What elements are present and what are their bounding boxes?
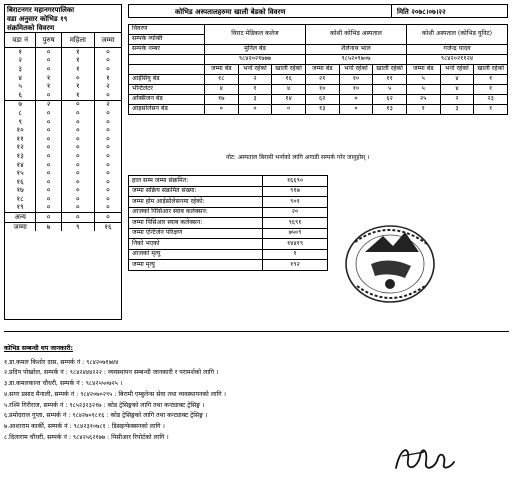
contact-line: ५.रश्मि गिरीराज, सम्पर्क नं : ९८५२३२३२१७ : कोड ट्रेसिङ्गको लागि तथा कन्ट्याक्ट ट्रेसिङ्ग । [4,401,205,409]
phone-row [129,55,508,65]
bed-count: ५ [406,75,440,85]
bed-count: २ [238,75,272,85]
ward-row [5,187,121,196]
contact-heading: कोभिड सम्बन्धी थप जानकारी: [4,345,73,352]
ward-cell: ० [94,161,121,170]
bed-count: १ [474,85,508,95]
bed-count: १६ [272,75,306,85]
ward-cell: १ [18,47,22,56]
ward-cell: ० [94,135,121,144]
ward-cell: १ [94,74,121,83]
summary-label: आजको मृत्यु [129,249,263,260]
bed-count: १३ [305,105,339,115]
ward-cell: २ [18,56,22,65]
ward-cell: १५ [16,169,24,178]
summary-label: हाल सम्म जम्मा संक्रमित: [129,176,263,187]
ward-cell: ० [36,178,61,187]
bed-count: १८ [204,75,238,85]
bed-type-label: भेन्टिलेटर [129,85,205,95]
ward-cell: ० [94,65,121,74]
summary-label: निको भएको [129,239,263,250]
ward-row [5,144,121,153]
bed-type-label: आइसोलेसन बेड [129,105,205,115]
bed-count: ६२ [305,95,339,105]
contact-person-row [129,45,508,55]
bed-subheader: खाली रहेको [272,65,306,75]
ward-cell: ० [94,57,121,66]
ward-cell: २ [94,82,121,91]
contact-person: गजेन्द्र यादव [406,45,507,55]
ward-cell: ९ [18,117,22,126]
ward-cell: ८ [18,109,22,117]
bed-subheader: भर्ना रहेको [440,65,474,75]
phone-label: सम्पर्क नम्बर [129,45,205,55]
bed-row [129,95,508,105]
bed-count: ११ [373,75,407,85]
ward-cell: ० [36,57,61,66]
hospital-name-row [129,25,508,35]
bed-row [129,75,508,85]
ward-cell: ० [61,187,94,196]
summary-row [129,249,328,260]
bed-count: १ [474,105,508,115]
hospital-bed-table [128,24,508,115]
bed-type-label: अक्सिजन बेड [129,95,205,105]
ward-cell: १ [61,65,94,74]
bed-subheader: भर्ना रहेको [238,65,272,75]
summary-value: २० [263,207,328,218]
ward-cell: ० [36,169,61,178]
ward-row [5,204,121,213]
ward-cell: ० [61,118,94,127]
bed-count: ६२ [373,95,407,105]
ward-panel [4,4,122,320]
bed-count: १३ [373,105,407,115]
summary-label: जम्मा मृत्यु [129,260,263,271]
bed-count: ३ [440,105,474,115]
contact-person: शैलेनाथ भाल [305,45,406,55]
ward-cell: १२ [16,143,24,152]
ward-cell: ० [36,118,61,127]
ward-cell: ० [36,204,61,213]
ward-row [5,118,121,127]
contact-line: ४.सगर प्रसाद मैनाली, सम्पर्क नं : ९८४२०७०२९५ : बिरामी एम्बुलेन्स सेवा तथा व्यवस्थापनको लागि । [4,390,226,398]
summary-value: ९१७ [263,186,328,197]
ward-cell: ० [61,100,94,109]
bed-count: ४ [440,75,474,85]
contact-line: ७.आशाराम कार्की, सम्पर्क नं : ९८४२३१०७८१ : डिसइन्फेक्सनको लागि । [4,422,165,430]
bed-subheader: भर्ना रहेको [339,65,373,75]
bed-subheader: जम्मा बेड [204,65,238,75]
summary-label: जम्मा होम आईसोलेसनमा रहेको: [129,197,263,208]
ward-cell: ० [94,126,121,135]
ward-cell: ० [61,109,94,118]
ward-cell: ० [61,144,94,153]
ward-header-cell: महिला [61,33,94,48]
ward-row [5,100,121,109]
contact-phone: ९८५२०९७०७ [305,55,406,65]
summary-label: जम्मा सक्रिय संक्रमित संख्या: [129,186,263,197]
bed-count: ० [272,105,306,115]
blank-cell [129,65,205,75]
ward-title-line: संक्रमितको विवरण [7,24,55,32]
ward-cell: ० [94,144,121,153]
bed-count: ४ [204,85,238,95]
ward-cell: ० [61,204,94,213]
ward-cell: ६ [18,90,22,99]
ward-total-cell: ९ [61,222,94,231]
summary-label: आजको पिसिआर स्वाब कलेक्सन: [129,207,263,218]
bed-count: २१ [305,75,339,85]
bed-count: १० [339,75,373,85]
bed-subheader: जम्मा बेड [305,65,339,75]
report-title: कोभिड अस्पतालहरुमा खाली बेडको विवरण [175,8,286,16]
hospital-note: नोट: अस्पताल बिरामी भर्नाको लागि अगाडी सम्पर्क गरेर जानुहोस् । [226,154,370,161]
hospital-name: विराट मेडिकल कलेज [204,25,305,45]
ward-cell: ० [94,152,121,161]
ward-cell: १ [61,91,94,100]
ward-cell: ० [36,187,61,196]
hospital-name: कोशी अस्पताल (कोभिड युनिट) [406,25,507,45]
ward-row [5,178,121,187]
contact-info [4,344,226,443]
summary-row [129,197,328,208]
ward-row [5,109,121,118]
ward-header-row [5,33,121,48]
bed-count: ४ [272,85,306,95]
ward-cell: ७ [5,100,36,109]
summary-value: ९०१ [263,197,328,208]
bed-count: ५ [406,85,440,95]
ward-cell: अन्य [5,213,36,223]
ward-cell: १ [61,82,94,91]
bed-count: १७ [204,95,238,105]
summary-row [129,176,328,187]
ward-header-cell: जम्मा [94,33,121,48]
ward-cell: ० [61,213,94,223]
ward-row [5,65,121,74]
ward-row [5,57,121,66]
ward-cell: १ [61,48,94,57]
bed-row [129,85,508,95]
ward-cell: ० [36,65,61,74]
ward-row [5,213,121,223]
ward-cell: ० [61,126,94,135]
ward-title-line: वडा अनुसार कोभिड १९ [7,15,68,23]
ward-table [5,33,121,231]
bed-count: ० [238,105,272,115]
ward-row [5,161,121,170]
ward-cell: १ [36,74,61,83]
signature-icon [388,438,458,478]
ward-cell: ० [36,109,61,118]
ward-row [5,48,121,57]
ward-cell: १८ [16,195,24,203]
bed-count: ३ [238,95,272,105]
ward-cell: ० [36,135,61,144]
summary-row [129,239,328,250]
contact-label: सम्पर्क व्यक्ति [129,35,205,45]
ward-cell: १९ [16,203,24,212]
summary-value: १ [263,249,328,260]
bed-count: १४ [272,95,306,105]
ward-header-cell: पुरुष [36,33,61,48]
bed-count: ५ [373,85,407,95]
bed-count: १ [238,85,272,95]
summary-table [128,175,328,271]
ward-cell: ५ [18,82,22,91]
ward-cell: १६ [16,177,24,186]
ward-cell: ० [94,109,121,118]
ward-row [5,126,121,135]
ward-cell: ० [61,161,94,170]
ward-cell: १३ [16,152,24,160]
ward-cell: ० [61,178,94,187]
ward-row [5,152,121,161]
summary-value: १९२ [263,260,328,271]
contact-line: ३.डा.कमलकान्त चौधरी, सम्पर्क नं : ९८४२५५०७२५ । [4,380,123,388]
contact-phone: ९८४२०२१७७७ [204,55,305,65]
bed-count: १० [305,85,339,95]
ward-cell: १४ [16,160,24,169]
ward-table-title [5,5,121,33]
ward-cell: २ [36,100,61,109]
blank-cell [129,55,205,65]
contact-line: ८.दिलाराम चौधरी, सम्पर्क नं : ९८४२५६२१७७ : पिसीआर रिपोर्टको लागि । [4,433,169,441]
ward-cell: ० [94,213,121,223]
ward-total-row [5,222,121,231]
summary-value: ७५०९ [263,228,328,239]
bed-type-label: आईसियु बेड [129,75,205,85]
bed-count: १ [406,105,440,115]
summary-row [129,207,328,218]
ward-cell: ० [36,161,61,170]
summary-row [129,228,328,239]
hospital-name: कोशी कोभिड अस्पताल [305,25,406,45]
ward-row [5,82,121,91]
bed-count: ० [339,95,373,105]
ward-total-cell: ७ [36,222,61,231]
ward-cell: ० [61,135,94,144]
ward-cell: ० [36,48,61,57]
ward-cell: ० [61,195,94,204]
contact-line: १.डा.कमल किशोर दास, सम्पर्क नं : ९८४२०७१७४४ [4,358,119,366]
ward-total-cell: जम्मा [5,222,36,231]
label-header: विवरण [129,25,205,35]
bed-subheader: जम्मा बेड [406,65,440,75]
summary-value: १६६९० [263,176,328,187]
ward-cell: ० [94,195,121,204]
bed-count: ४ [440,85,474,95]
ward-cell: ० [94,48,121,57]
bed-subheader: खाली रहेको [474,65,508,75]
ward-cell: ० [36,152,61,161]
ward-row [5,74,121,83]
ward-cell: २ [94,100,121,109]
ward-cell: ४ [18,73,22,82]
ward-cell: १ [36,82,61,91]
ward-cell: ० [36,144,61,153]
bed-count: २५ [406,95,440,105]
ward-cell: ० [94,118,121,127]
summary-row [129,218,328,229]
ward-cell: ० [94,91,121,100]
ward-cell: ० [61,169,94,178]
ward-cell: ११ [16,134,24,143]
ward-row [5,169,121,178]
ward-cell: ० [61,152,94,161]
summary-value: ९६९१ [263,218,328,229]
contact-person: मुनिल बेड [204,45,305,55]
ward-header-cell: वडा नं [5,33,36,48]
bed-count: २ [440,95,474,105]
ward-cell: ० [36,91,61,100]
contact-line: ६.प्रमोदराज गुप्ता, सम्पर्क नं : ९८४२७०१८१६ : कोड ट्रेसिङ्गको लागि तथा कन्ट्याक्ट ट्रेसिङ्ग । [4,412,208,420]
ward-cell: १७ [16,186,24,195]
section-divider [4,331,509,332]
bed-subheader: खाली रहेको [373,65,407,75]
summary-row [129,186,328,197]
ward-row [5,135,121,144]
ward-row [5,195,121,204]
bed-subheader-row [129,65,508,75]
municipality-seal-icon [335,212,445,312]
ward-cell: १० [16,126,24,135]
ward-cell: ० [94,187,121,196]
summary-label: जम्मा एन्टिजेन परिक्षण [129,228,263,239]
ward-cell: १ [61,57,94,66]
bed-count: ० [339,105,373,115]
bed-count: १० [339,85,373,95]
ward-total-cell: १६ [94,222,121,231]
bed-count: २३ [474,95,508,105]
ward-cell: ० [36,195,61,204]
bed-row [129,105,508,115]
ward-title-line: बिराटनगर महानगरपालिका [7,6,75,14]
ward-cell: ३ [18,65,22,73]
summary-row [129,260,328,271]
ward-cell: ० [94,169,121,178]
summary-label: जम्मा पिसिआर स्वाब कलेक्सन: [129,218,263,229]
ward-cell: ० [36,213,61,223]
report-header [128,4,508,18]
contact-line: २.प्रदिप पोखरेल, सम्पर्क नं : ९८४२४४४२२२ : व्यवस्थापन सम्बन्धी जानकारी र परामर्शको लागि । [4,369,219,377]
report-date: मिति २०७८।०७।२२ [397,8,446,16]
bed-count: ० [204,105,238,115]
contact-phone: ९८४२०२११२४ [406,55,507,65]
ward-cell: ० [94,204,121,213]
header-divider [391,5,392,17]
ward-cell: ० [36,126,61,135]
ward-cell: ० [61,74,94,83]
ward-row [5,91,121,100]
bed-count: १ [474,75,508,85]
summary-value: १४४१९ [263,239,328,250]
ward-cell: ० [94,178,121,187]
